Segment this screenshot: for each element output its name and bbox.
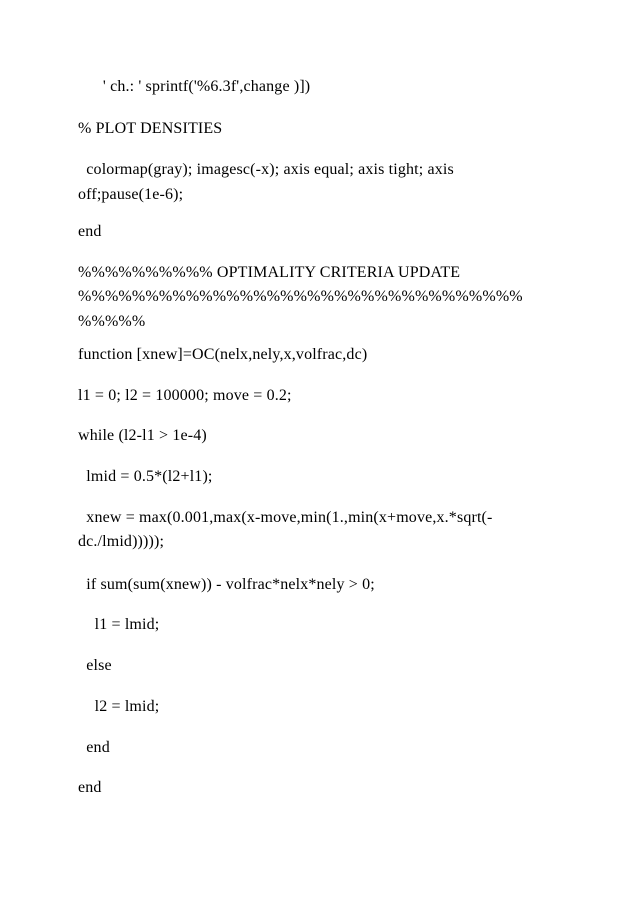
code-line-l1-assign: l1 = lmid; — [78, 616, 160, 633]
code-line-while: while (l2-l1 > 1e-4) — [78, 427, 207, 444]
code-line-sprintf-continuation: ' ch.: ' sprintf('%6.3f',change )]) — [78, 78, 311, 95]
code-line-else: else — [78, 657, 112, 674]
code-line-init-bounds: l1 = 0; l2 = 100000; move = 0.2; — [78, 387, 292, 404]
comment-percent-rule-wrap: %%%%% — [78, 313, 146, 330]
code-line-lmid: lmid = 0.5*(l2+l1); — [78, 468, 213, 485]
code-line-end-if: end — [78, 739, 110, 756]
comment-optimality-criteria: %%%%%%%%%% OPTIMALITY CRITERIA UPDATE — [78, 264, 461, 281]
code-line-colormap-wrap: off;pause(1e-6); — [78, 186, 184, 203]
code-line-xnew: xnew = max(0.001,max(x-move,min(1.,min(x+move,x.*sqrt(- — [78, 509, 493, 526]
code-line-function-oc: function [xnew]=OC(nelx,nely,x,volfrac,dc) — [78, 346, 368, 363]
code-line-l2-assign: l2 = lmid; — [78, 698, 160, 715]
code-line-if-volume: if sum(sum(xnew)) - volfrac*nelx*nely > 0; — [78, 576, 375, 593]
code-line-end-while: end — [78, 779, 102, 796]
comment-plot-densities: % PLOT DENSITIES — [78, 120, 223, 137]
code-line-xnew-wrap: dc./lmid))))); — [78, 533, 165, 550]
code-line-end: end — [78, 223, 102, 240]
code-line-colormap: colormap(gray); imagesc(-x); axis equal; axis tight; axis — [78, 161, 454, 178]
comment-percent-rule: %%%%%%%%%%%%%%%%%%%%%%%%%%%%%%%%% — [78, 288, 523, 305]
